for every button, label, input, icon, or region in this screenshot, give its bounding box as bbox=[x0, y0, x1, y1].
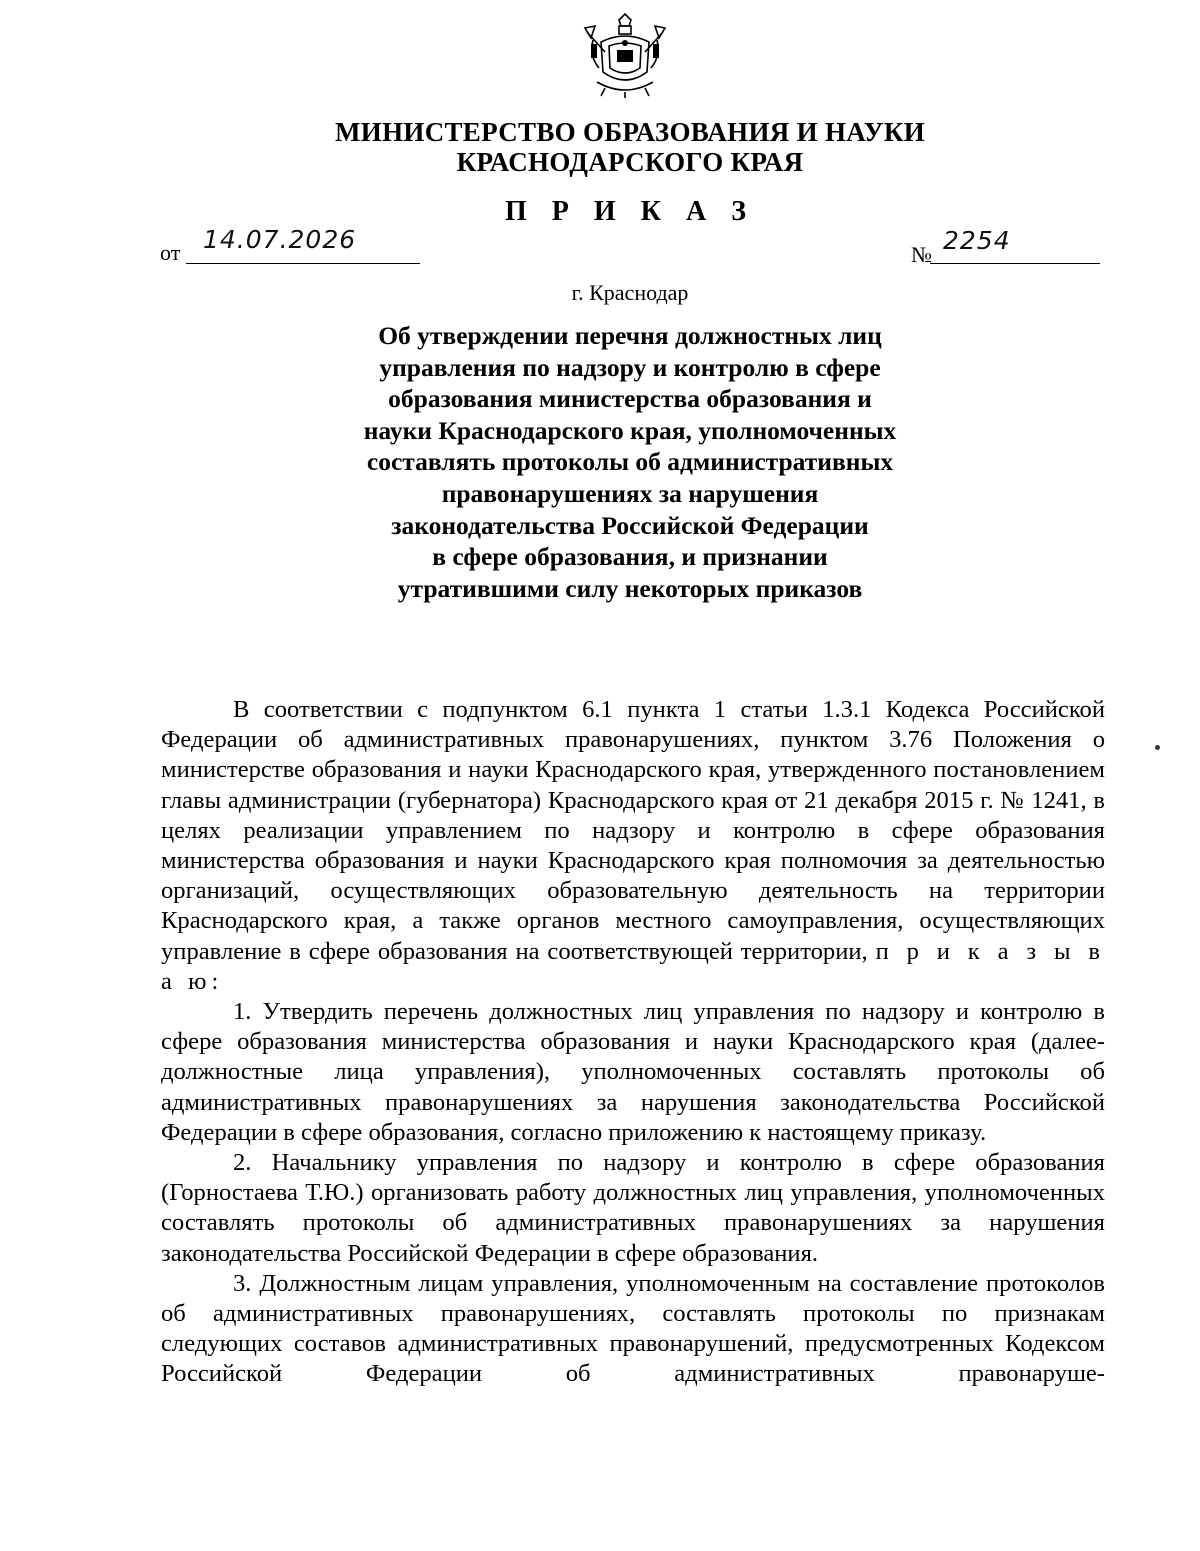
date-value: 14.07.2026 bbox=[203, 225, 357, 254]
preamble-text: В соответствии с подпунктом 6.1 пункта 1 статьи 1.3.1 Кодекса Российской Федерации об административных правонарушениях, пунктом 3.76 Положения о министерстве образования и науки Краснодарского края, утвержденного постановлением главы администрации (губернатора) Краснодарского края от 21 декабря 2015 г. № 1241, в целях реализации управлением по надзору и контролю в сфере образования министерства образования и науки Краснодарского края полномочия за деятельностью организаций, осуществляющих образовательную деятельность на территории Краснодарского края, а также органов местного самоуправления, осуществляющих управление в сфере образования на соответствующей территории, bbox=[161, 696, 1105, 965]
number-underline bbox=[930, 263, 1100, 264]
ministry-name-line2: КРАСНОДАРСКОГО КРАЯ bbox=[456, 147, 804, 177]
title-line: науки Краснодарского края, уполномоченных bbox=[363, 415, 897, 445]
title-line: законодательства Российской Федерации bbox=[391, 510, 869, 540]
preamble-paragraph bbox=[161, 695, 1105, 997]
order-item-2: 2. Начальнику управления по надзору и контролю в сфере образования (Горностаева Т.Ю.) организовать работу должностных лиц управления, уполномоченных составлять протоколы об административных правонарушениях за нарушения законодательства Российской Федерации в сфере образования. bbox=[161, 1149, 1105, 1267]
title-line: образования министерства образования и bbox=[388, 384, 872, 414]
number-label: № bbox=[911, 242, 932, 267]
order-body bbox=[161, 695, 1105, 1390]
number-value: 2254 bbox=[943, 226, 1011, 255]
order-item-3: 3. Должностным лицам управления, уполномоченным на составление протоколов об административных правонарушениях, составлять протоколы по признакам следующих составов административных правонарушений, предусмотренных Кодексом Российской Федерации об административных правонаруше- bbox=[161, 1269, 1105, 1388]
title-line: утратившими силу некоторых приказов bbox=[397, 573, 863, 603]
order-title bbox=[250, 320, 1010, 604]
order-word: п р и к а з ы в а ю: bbox=[161, 937, 1105, 995]
date-underline bbox=[186, 263, 420, 264]
title-line: в сфере образования, и признании bbox=[432, 542, 828, 572]
city: г. Краснодар bbox=[571, 280, 689, 305]
title-line: управления по надзору и контролю в сфере bbox=[379, 352, 881, 382]
date-label: от bbox=[160, 240, 181, 265]
title-line: Об утверждении перечня должностных лиц bbox=[378, 321, 882, 350]
title-line: составлять протоколы об административных bbox=[366, 447, 894, 477]
scan-speck bbox=[1155, 745, 1160, 750]
ministry-name-line1: МИНИСТЕРСТВО ОБРАЗОВАНИЯ И НАУКИ bbox=[335, 117, 925, 147]
order-item-1: 1. Утвердить перечень должностных лиц управления по надзору и контролю в сфере образования министерства образования и науки Краснодарского края (далее- должностные лица управления), уполномоченных составлять протоколы об административных правонарушениях за нарушения законодательства Российской Федерации в сфере образования, согласно приложению к настоящему приказу. bbox=[161, 998, 1105, 1146]
title-line: правонарушениях за нарушения bbox=[441, 478, 819, 508]
coat-of-arms-icon bbox=[579, 12, 671, 98]
document-type: П Р И К А З bbox=[505, 196, 755, 227]
